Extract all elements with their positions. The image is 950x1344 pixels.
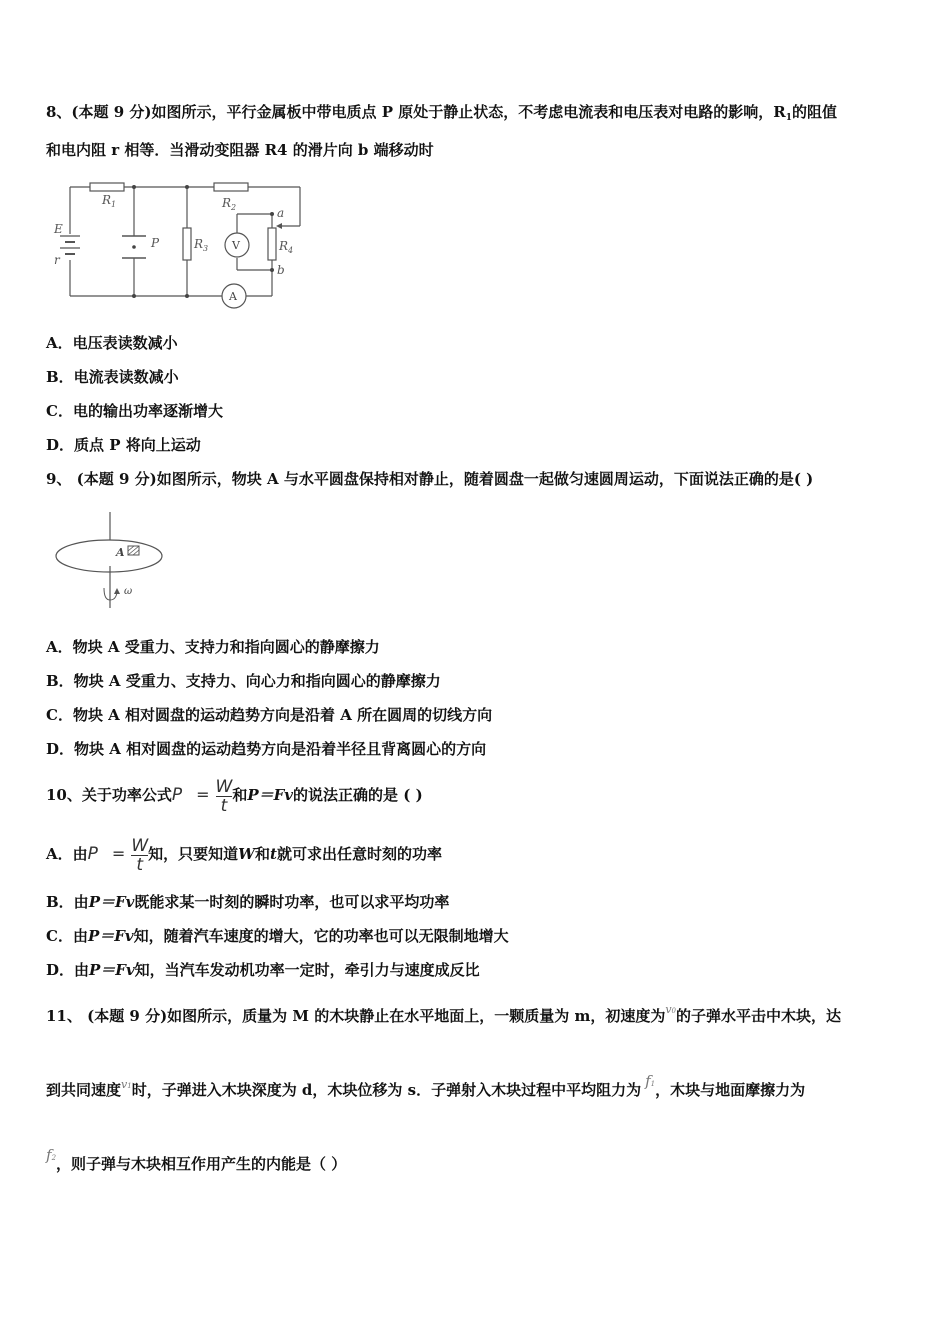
q10-formula-fraction: $\frac{W}{t}$ [215, 776, 233, 816]
q9-option-b: B．物块 A 受重力、支持力、向心力和指向圆心的静摩擦力 [46, 672, 441, 690]
label-P: P [151, 236, 160, 250]
label-R1: $R_1$ [102, 193, 117, 209]
q10-option-c: C．由P＝Fv知，随着汽车速度的增大，它的功率也可以无限制地增大 [46, 927, 509, 945]
q10-option-a: A．由P = $\frac{W}{t}$ 知，只要知道W和t就可求出任意时刻的功率 [46, 835, 442, 875]
q11-line1: 11、 (本题 9 分)如图所示，质量为 M 的木块静止在水平地面上，一颗质量为 m，初速度为$^{v0}$的子弹水平击中木块，达 [46, 1003, 842, 1025]
q9-disc-diagram [52, 510, 172, 614]
label-b: b [277, 263, 285, 277]
label-r: r [54, 253, 60, 267]
ammeter-A: A [229, 290, 237, 303]
q8-circuit-diagram [50, 178, 310, 310]
voltmeter-V: V [232, 239, 240, 252]
label-omega: ω [124, 586, 133, 597]
q10-formula-P: P [171, 785, 183, 805]
q8-option-c: C．电的输出功率逐渐增大 [46, 402, 223, 420]
q9-stem: 9、 (本题 9 分)如图所示，物块 A 与水平圆盘保持相对静止，随着圆盘一起做匀速圆周运动，下面说法正确的是( ) [46, 470, 814, 488]
q10-option-d: D．由P＝Fv知，当汽车发动机功率一定时，牵引力与速度成反比 [46, 961, 480, 979]
label-E: E [54, 222, 63, 236]
q9-option-a: A．物块 A 受重力、支持力和指向圆心的静摩擦力 [46, 638, 380, 656]
q8-stem-line1: 8、(本题 9 分)如图所示，平行金属板中带电质点 P 原处于静止状态，不考虑电流表和电压表对电路的影响，$R_1$的阻值 [46, 103, 837, 123]
label-a: a [277, 206, 285, 220]
label-R3: $R_3$ [194, 237, 209, 253]
q9-option-c: C．物块 A 相对圆盘的运动趋势方向是沿着 A 所在圆周的切线方向 [46, 706, 493, 724]
q8-stem-line2: 和电内阻 r 相等．当滑动变阻器 R4 的滑片向 b 端移动时 [46, 141, 434, 159]
label-R2: $R_2$ [222, 196, 237, 212]
label-block-A: A [116, 546, 125, 559]
q10-option-b: B．由P＝Fv既能求某一时刻的瞬时功率，也可以求平均功率 [46, 893, 450, 911]
q11-line3: f2，则子弹与木块相互作用产生的内能是（ ） [46, 1146, 347, 1173]
q10-stem: 10、关于功率公式P = $\frac{W}{t}$ 和P＝Fv的说法正确的是 ( ) [46, 776, 423, 816]
q8-option-b: B．电流表读数减小 [46, 368, 179, 386]
q11-line2: 到共同速度$^{v1}$时，子弹进入木块深度为 d，木块位移为 s．子弹射入木块过程中平均阻力为 f1，木块与地面摩擦力为 [46, 1072, 806, 1099]
q8-option-a: A．电压表读数减小 [46, 334, 178, 352]
q9-option-d: D．物块 A 相对圆盘的运动趋势方向是沿着半径且背离圆心的方向 [46, 740, 487, 758]
q8-option-d: D．质点 P 将向上运动 [46, 436, 201, 454]
label-R4: $R_4$ [279, 239, 294, 255]
